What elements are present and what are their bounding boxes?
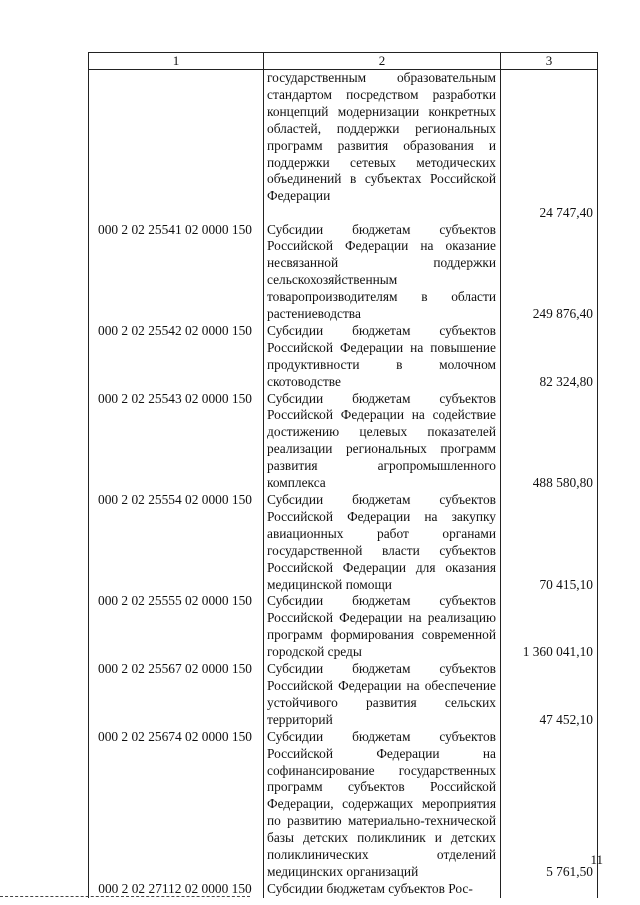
row-code: 000 2 02 25543 02 0000 150 (89, 391, 264, 492)
row-description: Субсидии бюджетам субъектов Российской Федерации на софинансирование государственных программ субъектов Российской Федерации, содержащих мероприятия по развитию материально-технической базы детских поликлиник и детских поликлинических отделений медицинских организаций (264, 729, 501, 881)
table-row (89, 729, 598, 881)
table-row (89, 391, 598, 492)
row-code: 000 2 02 25674 02 0000 150 (89, 729, 264, 881)
budget-table-wrapper (88, 52, 597, 898)
table-row (89, 492, 598, 593)
budget-table (88, 52, 598, 898)
row-description: Субсидии бюджетам субъектов Российской Федерации на содействие достижению целевых показателей реализации региональных программ развития агропромышленного комплекса (264, 391, 501, 492)
row-amount (501, 881, 598, 898)
row-code: 000 2 02 25567 02 0000 150 (89, 661, 264, 729)
table-row (89, 323, 598, 391)
table-row (89, 593, 598, 661)
row-amount: 249 876,40 (501, 222, 598, 323)
row-amount: 47 452,10 (501, 661, 598, 729)
column-header-1: 1 (89, 53, 264, 70)
table-row (89, 70, 598, 222)
table-header-row (89, 53, 598, 70)
row-description: Субсидии бюджетам субъектов Российской Федерации на закупку авиационных работ органами государственной власти субъектов Российской Федерации для оказания медицинской помощи (264, 492, 501, 593)
row-code (89, 70, 264, 222)
row-amount: 70 415,10 (501, 492, 598, 593)
table-body (89, 70, 598, 898)
row-amount: 82 324,80 (501, 323, 598, 391)
row-code: 000 2 02 25541 02 0000 150 (89, 222, 264, 323)
row-code: 000 2 02 27112 02 0000 150 (89, 881, 264, 898)
table-row (89, 222, 598, 323)
row-description: Субсидии бюджетам субъектов Рос- (264, 881, 501, 898)
row-description: Субсидии бюджетам субъектов Российской Федерации на реализацию программ формирования современной городской среды (264, 593, 501, 661)
row-description: Субсидии бюджетам субъектов Российской Федерации на повышение продуктивности в молочном скотоводстве (264, 323, 501, 391)
row-code: 000 2 02 25542 02 0000 150 (89, 323, 264, 391)
column-header-3: 3 (501, 53, 598, 70)
row-code: 000 2 02 25554 02 0000 150 (89, 492, 264, 593)
row-description: Субсидии бюджетам субъектов Российской Федерации на обеспечение устойчивого развития сельских территорий (264, 661, 501, 729)
row-amount: 488 580,80 (501, 391, 598, 492)
row-amount: 24 747,40 (501, 70, 598, 222)
row-description: государственным образовательным стандартом посредством разработки концепций модернизации конкретных областей, поддержки региональных программ развития образования и поддержки сетевых методических объединений в субъектах Российской Федерации (264, 70, 501, 222)
row-amount: 1 360 041,10 (501, 593, 598, 661)
page-number: 11 (590, 852, 603, 867)
row-description: Субсидии бюджетам субъектов Российской Федерации на оказание несвязанной поддержки сельскохозяйственным товаропроизводителям в области растениеводства (264, 222, 501, 323)
row-code: 000 2 02 25555 02 0000 150 (89, 593, 264, 661)
bottom-divider (0, 896, 250, 897)
table-row (89, 661, 598, 729)
column-header-2: 2 (264, 53, 501, 70)
row-amount: 5 761,50 (501, 729, 598, 881)
